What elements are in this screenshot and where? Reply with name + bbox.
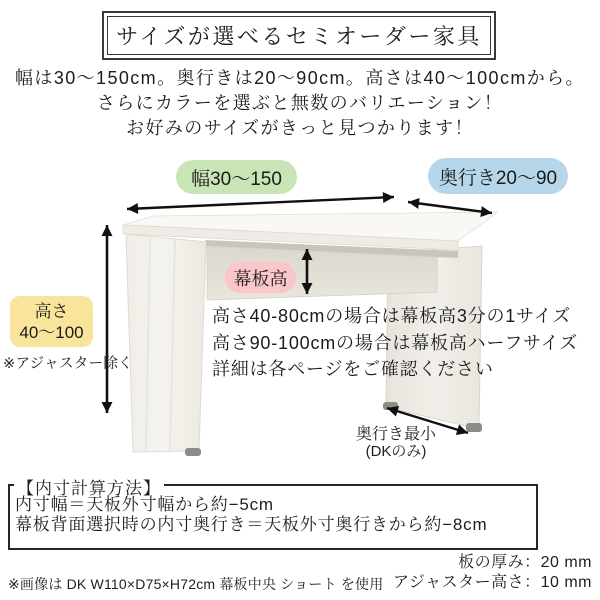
height-label-line1: 高さ [34, 301, 69, 321]
min-depth-label [336, 426, 456, 460]
calc-line1: 内寸幅＝天板外寸幅から約−5cm [15, 495, 274, 514]
desk-foot [466, 423, 482, 432]
adjuster-height-note: アジャスター高さ：10 mm [393, 573, 592, 591]
spec-notes [393, 553, 592, 592]
adjuster-excluded-note: ※アジャスター除く [3, 356, 133, 372]
intro-text [0, 66, 600, 141]
apron-note-line3: 詳細は各ページをご確認ください [212, 359, 494, 379]
depth-arrow [408, 202, 492, 213]
min-depth-line1: 奥行き最小 [355, 426, 436, 443]
desk-foot [185, 448, 201, 456]
calc-box-legend: 【内寸計算方法】 [14, 474, 164, 499]
desk-left-leg [126, 234, 206, 452]
image-usage-note: ※画像は DK W110×D75×H72cm 幕板中央 ショート を使用 [8, 576, 384, 592]
intro-line-1: 幅は30〜150cm。奥行きは20〜90cm。高さは40〜100cmから。 [15, 68, 585, 88]
apron-height-label: 幕板高 [225, 262, 296, 293]
apron-size-note [212, 303, 578, 383]
height-range-label [10, 296, 93, 347]
intro-line-2: さらにカラーを選ぶと無数のバリエーション！ [96, 93, 504, 113]
depth-range-label: 奥行き20〜90 [428, 158, 568, 194]
width-arrow [127, 197, 394, 209]
page-title: サイズが選べるセミオーダー家具 [107, 16, 491, 55]
height-label-line2: 40〜100 [19, 322, 84, 342]
calc-line2: 幕板背面選択時の内寸奥行き＝天板外寸奥行きから約−8cm [15, 514, 488, 534]
calc-box-lines [15, 495, 487, 534]
board-thickness-note: 板の厚み：20 mm [458, 554, 592, 571]
apron-note-line2: 高さ90-100cmの場合は幕板高ハーフサイズ [212, 332, 579, 353]
min-depth-line2: (DKのみ) [365, 443, 427, 460]
title-box [102, 11, 496, 60]
intro-line-3: お好みのサイズがきっと見つかります！ [126, 118, 474, 138]
inner-size-calc-box [8, 479, 538, 550]
apron-note-line1: 高さ40-80cmの場合は幕板高3分の1サイズ [212, 306, 572, 326]
width-range-label: 幅30〜150 [176, 160, 297, 194]
